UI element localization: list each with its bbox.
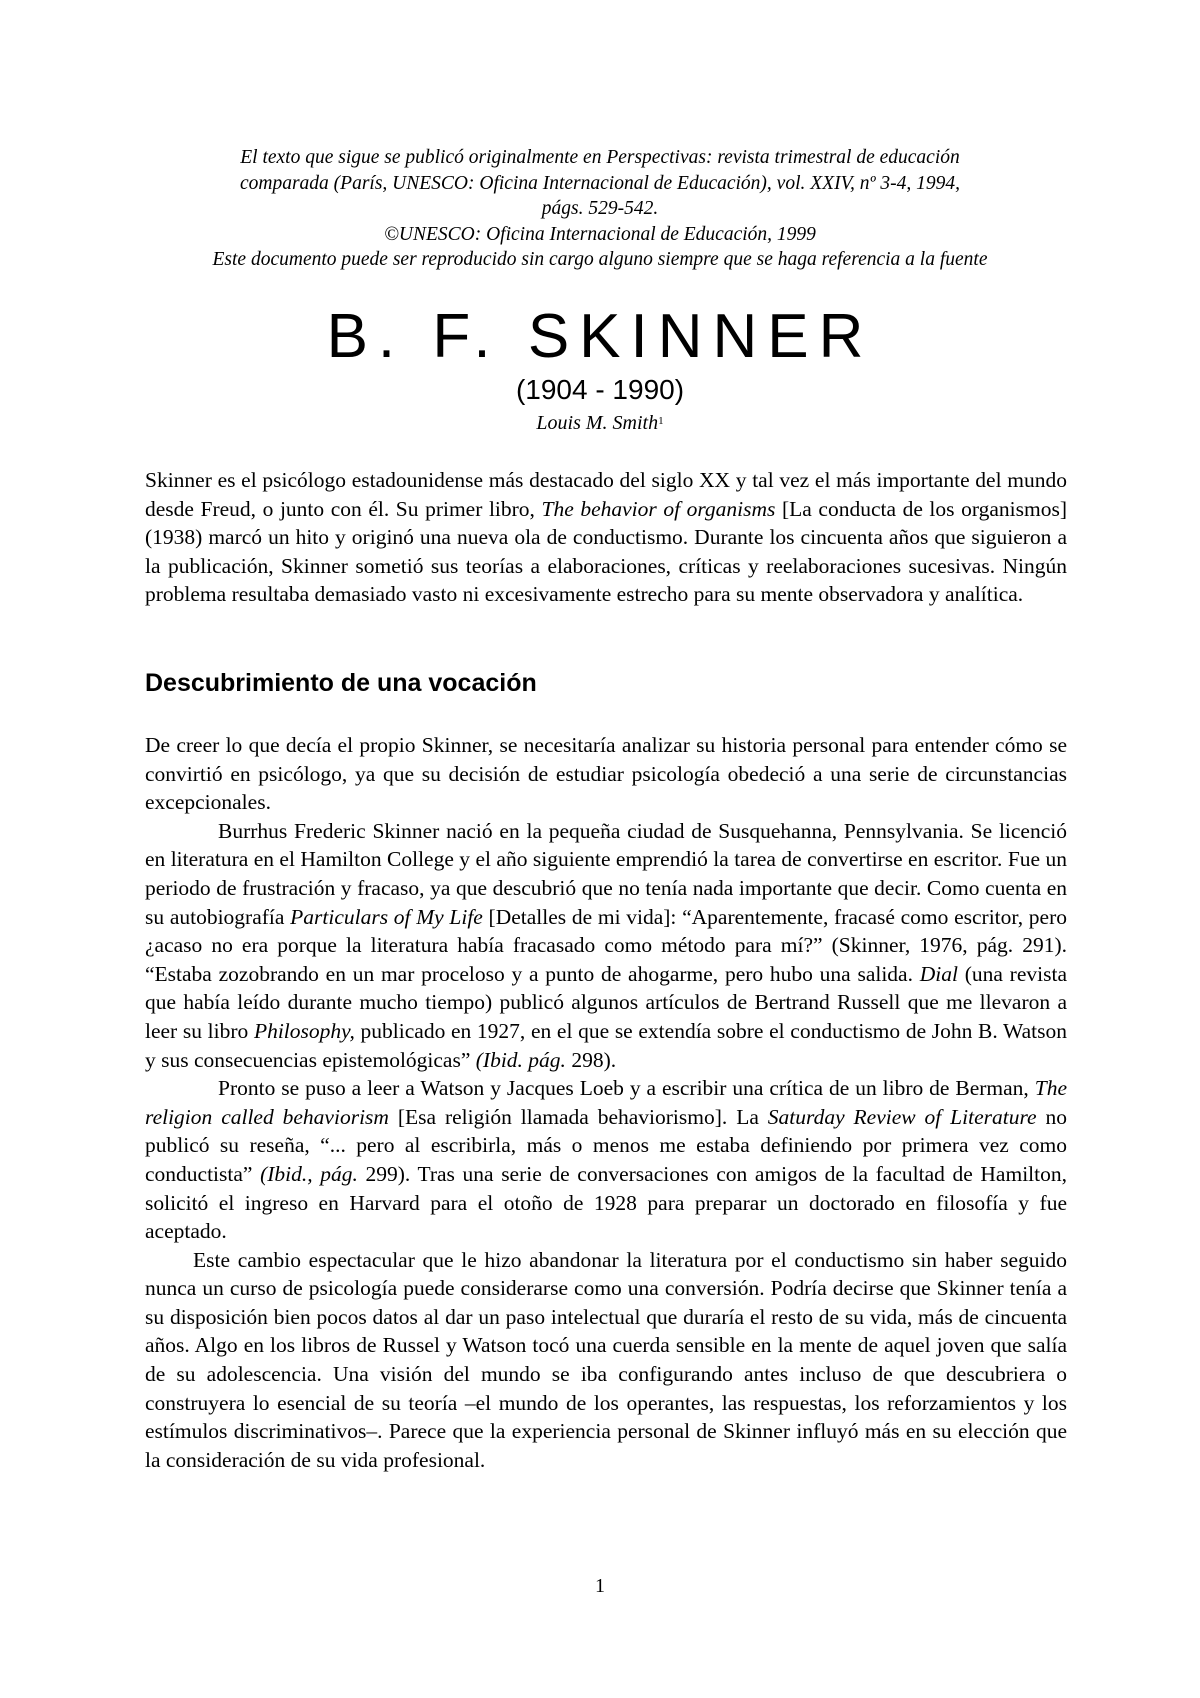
p3-book-title: The religion called behaviorism [145, 1076, 1067, 1129]
p3-text-3: no publicó su reseña, “... pero al escribirla, más o menos me estaba definiendo por primera vez como conductista” [145, 1104, 1067, 1186]
intro-paragraph-block [145, 466, 1067, 609]
author-name: Louis M. Smith [536, 412, 659, 434]
section-body [145, 731, 1067, 1474]
p2-book-title-1: Particulars of My Life [290, 904, 483, 929]
life-years: (1904 - 1990) [515, 374, 685, 405]
page-number: 1 [595, 1575, 605, 1597]
section-paragraph-1: De creer lo que decía el propio Skinner, se necesitaría analizar su historia personal para entender cómo se convirtió en psicólogo, ya que su decisión de estudiar psicología obedeció a una serie de circunstancias excepcionales. [145, 733, 1067, 815]
p2-text-3: (una revista que había leído durante mucho tiempo) publicó algunos artículos de Bertrand Russell que me llevaron a leer su libro [145, 961, 1067, 1043]
section-paragraph-3 [145, 1074, 1067, 1246]
publication-note-line-1: El texto que sigue se publicó originalmente en Perspectivas: revista trimestral de educación [240, 147, 960, 168]
publication-note-line-2: comparada (París, UNESCO: Oficina Internacional de Educación), vol. XXIV, nº 3-4, 1994, [239, 172, 961, 194]
intro-text-2: [La conducta de los organismos] (1938) marcó un hito y originó una nueva ola de conductismo. Durante los cincuenta años que siguieron a la publicación, Skinner sometió sus teorías a elaboraciones, críticas y reelaboraciones sucesivas. Ningún problema resultaba demasiado vasto ni excesivamente estrecho para su mente observadora y analítica. [145, 496, 1067, 607]
p3-text-2: [Esa religión llamada behaviorismo]. La [388, 1104, 768, 1129]
intro-book-title: The behavior of organisms [541, 496, 776, 521]
p2-text-5: 298). [565, 1047, 617, 1072]
p3-text-4: 299). Tras una serie de conversaciones con amigos de la facultad de Hamilton, solicitó el ingreso en Harvard para el otoño de 1928 para preparar un doctorado en filosofía y fue aceptado. [145, 1161, 1067, 1244]
page-title: B. F. SKINNER [326, 302, 874, 371]
section-heading: Descubrimiento de una vocación [145, 669, 537, 697]
p3-text-1: Pronto se puso a leer a Watson y Jacques Loeb y a escribir una crítica de un libro de Berman, [218, 1076, 1035, 1101]
publication-note-line-3: págs. 529-542. [541, 198, 659, 219]
p2-text-4: publicado en 1927, en el que se extendía sobre el conductismo de John B. Watson y sus consecuencias epistemológicas” [145, 1018, 1067, 1072]
section-paragraph-4: Este cambio espectacular que le hizo abandonar la literatura por el conductismo sin haber seguido nunca un curso de psicología puede considerarse como una conversión. Podría decirse que Skinner tenía a su disposición bien pocos datos al dar un paso intelectual que duraría el resto de su vida, más de cincuenta años. Algo en los libros de Russel y Watson tocó una cuerda sensible en la mente de aquel joven que salía de su adolescencia. Una visión del mundo se iba configurando antes incluso de que descubriera o construyera lo esencial de su teoría –el mundo de los operantes, las respuestas, los reforzamientos y los estímulos discriminativos–. Parece que la experiencia personal de Skinner influyó más en su elección que la consideración de su vida profesional. [145, 1247, 1067, 1472]
p2-text-1: Burrhus Frederic Skinner nació en la pequeña ciudad de Susquehanna, Pennsylvania. Se licenció en literatura en el Hamilton College y el año siguiente emprendió la tarea de convertirse en escritor. Fue un periodo de frustración y fracaso, ya que descubrió que no tenía nada importante que decir. Como cuenta en su autobiografía [145, 818, 1067, 929]
footnote-mark: 1 [658, 415, 664, 427]
p2-book-title-2: Philosophy, [253, 1018, 355, 1043]
reproduction-notice: Este documento puede ser reproducido sin cargo alguno siempre que se haga referencia a la fuente [212, 249, 988, 270]
p2-text-2: [Detalles de mi vida]: “Aparentemente, fracasé como escritor, pero ¿acaso no era porque la literatura había fracasado como método para mí?” (Skinner, 1976, pág. 291). “Estaba zozobrando en un mar proceloso y a punto de ahogarme, pero hubo una salida. [145, 904, 1067, 986]
publication-note [120, 145, 1080, 273]
author-line [0, 410, 1200, 436]
p3-reference: (Ibid., pág. [260, 1161, 358, 1186]
p2-reference: (Ibid. pág. [475, 1047, 566, 1072]
p2-journal-title: Dial [919, 961, 958, 986]
intro-text-1: Skinner es el psicólogo estadounidense más destacado del siglo XX y tal vez el más importante del mundo desde Freud, o junto con él. Su primer libro, [145, 468, 1067, 521]
p3-journal-title: Saturday Review of Literature [767, 1104, 1037, 1129]
section-paragraph-2 [145, 817, 1067, 1074]
copyright-line: ©UNESCO: Oficina Internacional de Educación, 1999 [384, 223, 816, 245]
intro-paragraph [145, 466, 1067, 609]
